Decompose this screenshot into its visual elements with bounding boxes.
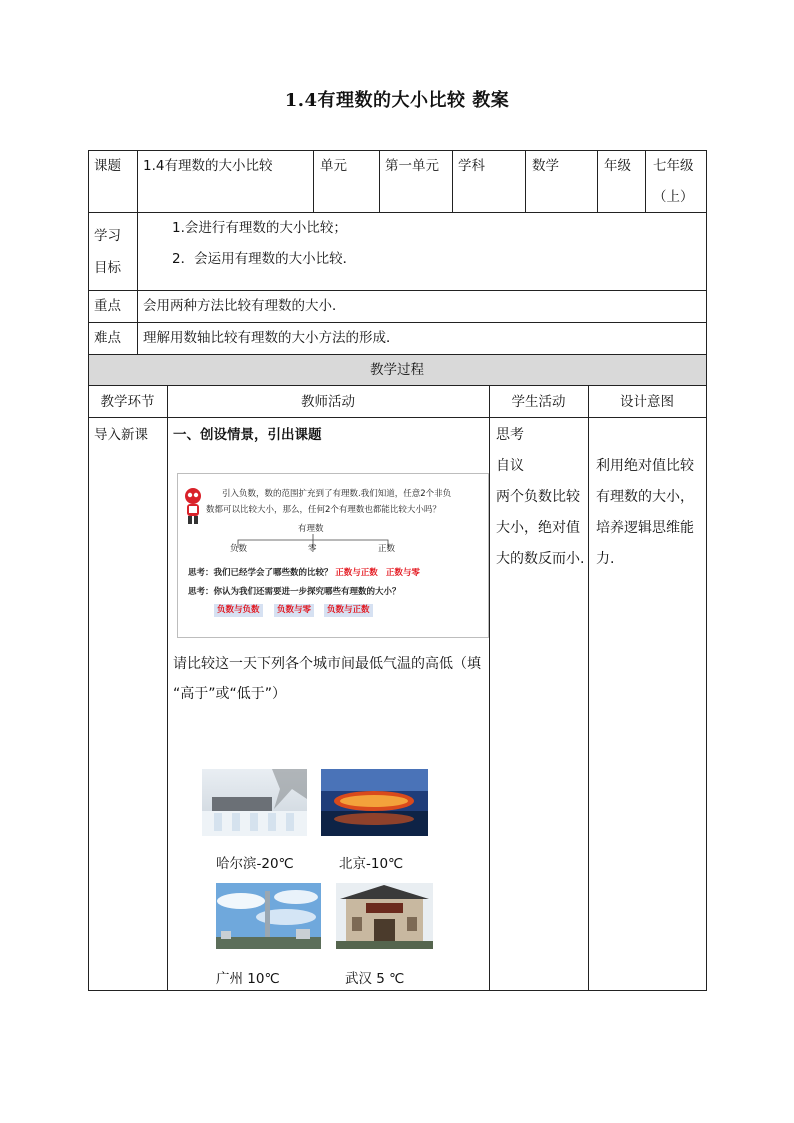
design-intent-line1: 利用绝对值比较: [596, 458, 694, 474]
slide-answer-1: 正数与正数: [335, 568, 378, 578]
design-intent-line3: 培养逻辑思维能: [596, 520, 694, 536]
goal-item-2: 2．会运用有理数的大小比较．: [172, 251, 357, 267]
process-title: 教学过程: [370, 362, 424, 378]
document-title: 1.4有理数的大小比较 教案: [284, 90, 510, 111]
student-activity-line5: 大的数反而小.: [496, 551, 585, 567]
caption-guangzhou: 广州 10℃: [216, 971, 280, 987]
slide-tree-negative: 负数: [230, 544, 248, 554]
slide-answer-2: 正数与零: [385, 568, 420, 578]
grade-value-line2: （上）: [653, 189, 694, 205]
student-activity-line1: 思考: [496, 427, 524, 443]
beijing-photo: [321, 769, 428, 836]
slide-question-2: 思考：你认为我们还需要进一步探究哪些有理数的大小？: [188, 587, 401, 597]
caption-harbin: 哈尔滨-20℃: [216, 856, 294, 872]
slide-q1-text: 思考：我们已经学会了哪些数的比较？: [188, 568, 333, 578]
student-activity-line2: 自议: [496, 458, 524, 474]
guangzhou-photo: [216, 883, 321, 949]
intro-stage: 导入新课: [94, 427, 148, 443]
caption-beijing: 北京-10℃: [339, 856, 404, 872]
grade-value-line1: 七年级: [653, 158, 694, 174]
design-intent-line2: 有理数的大小，: [596, 489, 694, 505]
intro-slide: [177, 473, 489, 638]
lesson-label: 课题: [94, 158, 121, 174]
slide-chip-3: 负数与正数: [324, 604, 373, 617]
slide-line2: 数都可以比较大小，那么，任何2个有理数也都能比较大小吗？: [206, 505, 441, 515]
slide-tree-root: 有理数: [298, 524, 324, 534]
slide-tree-zero: 零: [308, 544, 317, 554]
lesson-value: 1.4有理数的大小比较: [143, 158, 273, 174]
key-value: 会用两种方法比较有理数的大小．: [143, 298, 346, 314]
slide-line1: 引入负数，数的范围扩充到了有理数.我们知道，任意2个非负: [222, 489, 452, 499]
col-student-header: 学生活动: [511, 394, 566, 410]
unit-label: 单元: [320, 158, 347, 174]
goals-label-line1: 学习: [94, 228, 121, 244]
slide-chip-1: 负数与负数: [214, 604, 263, 617]
goal-item-1: 1.会进行有理数的大小比较；: [172, 220, 347, 236]
intro-prompt-line2: “高于”或“低于”）: [173, 686, 287, 702]
student-activity-line4: 大小，绝对值: [496, 520, 580, 536]
harbin-photo: [202, 769, 307, 836]
unit-value: 第一单元: [385, 158, 439, 174]
cartoon-icon: [180, 486, 206, 526]
grade-label: 年级: [604, 158, 631, 174]
subject-label: 学科: [458, 158, 485, 174]
goals-label-line2: 目标: [94, 260, 121, 276]
col-design-header: 设计意图: [620, 394, 674, 410]
subject-value: 数学: [532, 158, 559, 174]
key-label: 重点: [94, 298, 121, 314]
slide-tree-lines: [178, 534, 490, 554]
design-intent-line4: 力.: [596, 551, 615, 567]
slide-chip-2: 负数与零: [274, 604, 314, 617]
col-stage-header: 教学环节: [100, 394, 155, 410]
slide-question-1: [188, 566, 420, 580]
slide-tree-positive: 正数: [378, 544, 396, 554]
caption-wuhan: 武汉 5 ℃: [345, 971, 405, 987]
intro-prompt-line1: 请比较这一天下列各个城市间最低气温的高低（填: [173, 656, 481, 672]
difficulty-label: 难点: [94, 330, 121, 346]
wuhan-photo: [336, 883, 433, 949]
difficulty-value: 理解用数轴比较有理数的大小方法的形成．: [143, 330, 400, 346]
student-activity-line3: 两个负数比较: [496, 489, 580, 505]
intro-heading: 一、创设情景，引出课题: [173, 427, 322, 443]
col-teacher-header: 教师活动: [301, 394, 355, 410]
